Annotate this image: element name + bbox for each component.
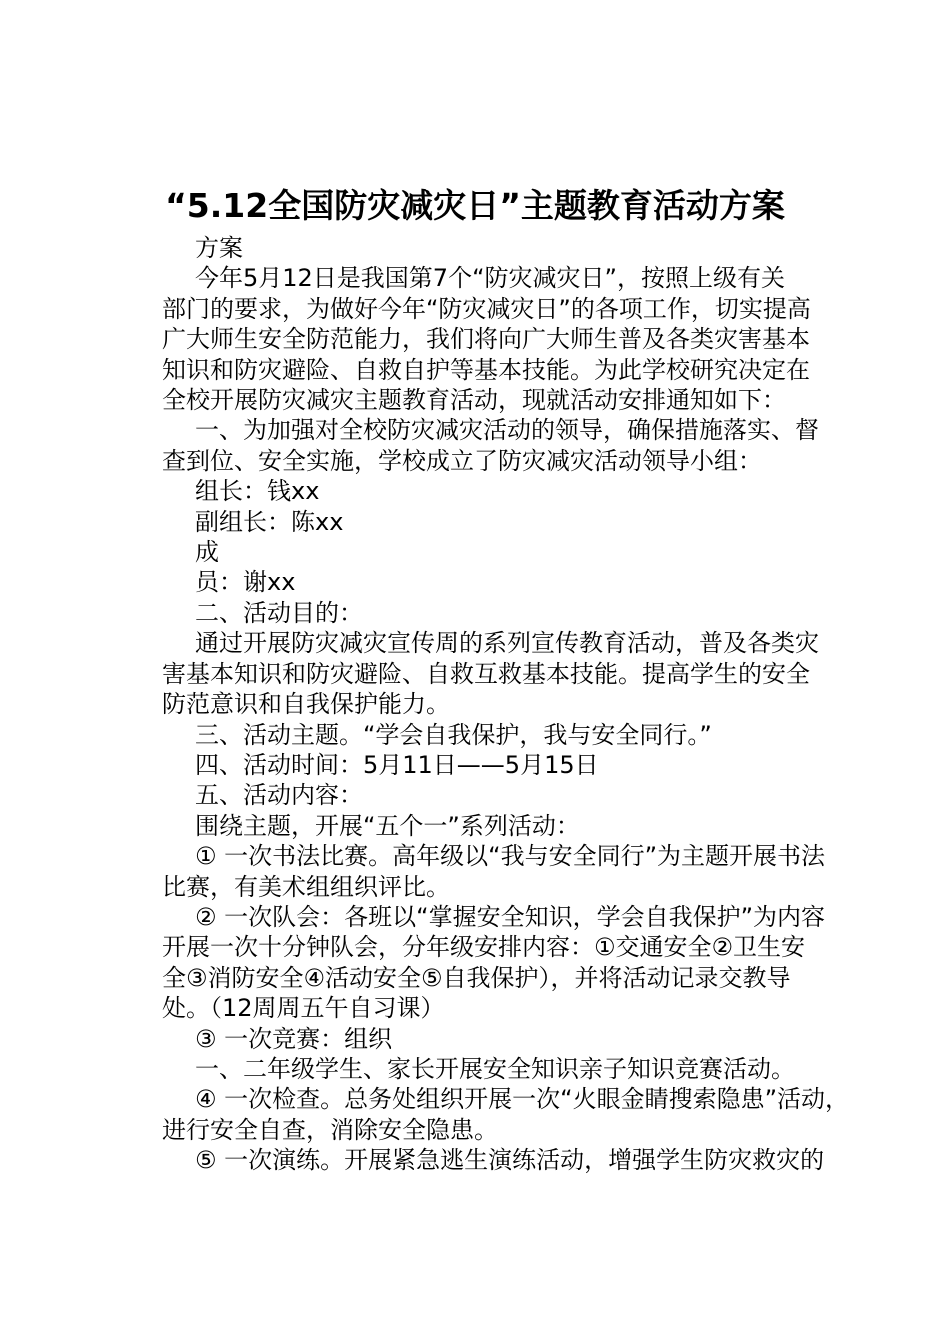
text-line: 害基本知识和防灾避险、自救互救基本技能。提高学生的安全 — [162, 659, 810, 688]
document-title: “5.12全国防灾减灾日”主题教育活动方案 — [165, 186, 785, 225]
paragraph-purpose — [129, 628, 834, 719]
text-line: 一、二年级学生、家长开展安全知识亲子知识竞赛活动。 — [195, 1054, 795, 1083]
paragraph-intro — [129, 263, 834, 415]
paragraph-section-4 — [129, 750, 834, 780]
text-line: 四、活动时间：5月11日——5月15日 — [195, 750, 599, 779]
text-line: 全校开展防灾减灾主题教育活动，现就活动安排通知如下： — [162, 386, 786, 415]
paragraph-activities-intro — [129, 811, 834, 841]
paragraph-deputy-leader — [129, 507, 834, 537]
text-line: ④ 一次检查。总务处组织开展一次“火眼金睛搜索隐患”活动， — [195, 1085, 850, 1114]
text-line: 三、活动主题。“学会自我保护，我与安全同行。” — [195, 720, 712, 749]
paragraph-activity-1 — [129, 841, 834, 902]
paragraph-activity-5 — [129, 1145, 834, 1175]
paragraph-fangan — [129, 233, 834, 263]
paragraph-activity-3-detail — [129, 1054, 834, 1084]
text-line: 防范意识和自我保护能力。 — [162, 690, 450, 719]
paragraph-section-3 — [129, 720, 834, 750]
text-line: 知识和防灾避险、自救自护等基本技能。为此学校研究决定在 — [162, 355, 810, 384]
text-line: 二、活动目的： — [195, 598, 363, 627]
text-line: 全③消防安全④活动安全⑤自我保护），并将活动记录交教导 — [162, 963, 791, 992]
text-line: 一、为加强对全校防灾减灾活动的领导，确保措施落实、督 — [195, 416, 819, 445]
paragraph-activity-4 — [129, 1084, 850, 1145]
paragraph-section-1 — [129, 415, 834, 476]
paragraph-member-label — [129, 537, 834, 567]
text-line: 进行安全自查，消除安全隐患。 — [162, 1115, 498, 1144]
text-line: 副组长：陈xx — [195, 507, 344, 536]
text-line: 比赛，有美术组组织评比。 — [162, 872, 450, 901]
text-line: 成 — [195, 538, 219, 567]
text-line: ⑤ 一次演练。开展紧急逃生演练活动，增强学生防灾救灾的 — [195, 1146, 825, 1175]
text-line: 围绕主题，开展“五个一”系列活动： — [195, 811, 580, 840]
text-line: 开展一次十分钟队会，分年级安排内容：①交通安全②卫生安 — [162, 933, 806, 962]
text-line: 广大师生安全防范能力，我们将向广大师生普及各类灾害基本 — [162, 325, 810, 354]
text-line: ③ 一次竞赛：组织 — [195, 1024, 393, 1053]
document-body — [129, 233, 850, 1176]
paragraph-section-5 — [129, 780, 834, 810]
text-line: ① 一次书法比赛。高年级以“我与安全同行”为主题开展书法 — [195, 842, 826, 871]
text-line: 方案 — [195, 234, 243, 262]
text-line: 查到位、安全实施，学校成立了防灾减灾活动领导小组： — [162, 446, 762, 475]
paragraph-section-2 — [129, 598, 834, 628]
paragraph-activity-3 — [129, 1024, 834, 1054]
text-line: 组长：钱xx — [195, 477, 320, 506]
paragraph-leader — [129, 476, 834, 506]
text-line: ② 一次队会：各班以“掌握安全知识，学会自我保护”为内容 — [195, 902, 826, 931]
paragraph-member — [129, 567, 834, 597]
text-line: 通过开展防灾减灾宣传周的系列宣传教育活动，普及各类灾 — [195, 629, 819, 658]
paragraph-activity-2 — [129, 902, 834, 1024]
text-line: 员：谢xx — [195, 568, 296, 597]
text-line: 五、活动内容： — [195, 781, 363, 810]
text-line: 处。（12周周五午自习课） — [162, 994, 445, 1023]
text-line: 部门的要求，为做好今年“防灾减灾日”的各项工作，切实提高 — [162, 294, 811, 323]
text-line: 今年5月12日是我国第7个“防灾减灾日”，按照上级有关 — [195, 264, 785, 293]
